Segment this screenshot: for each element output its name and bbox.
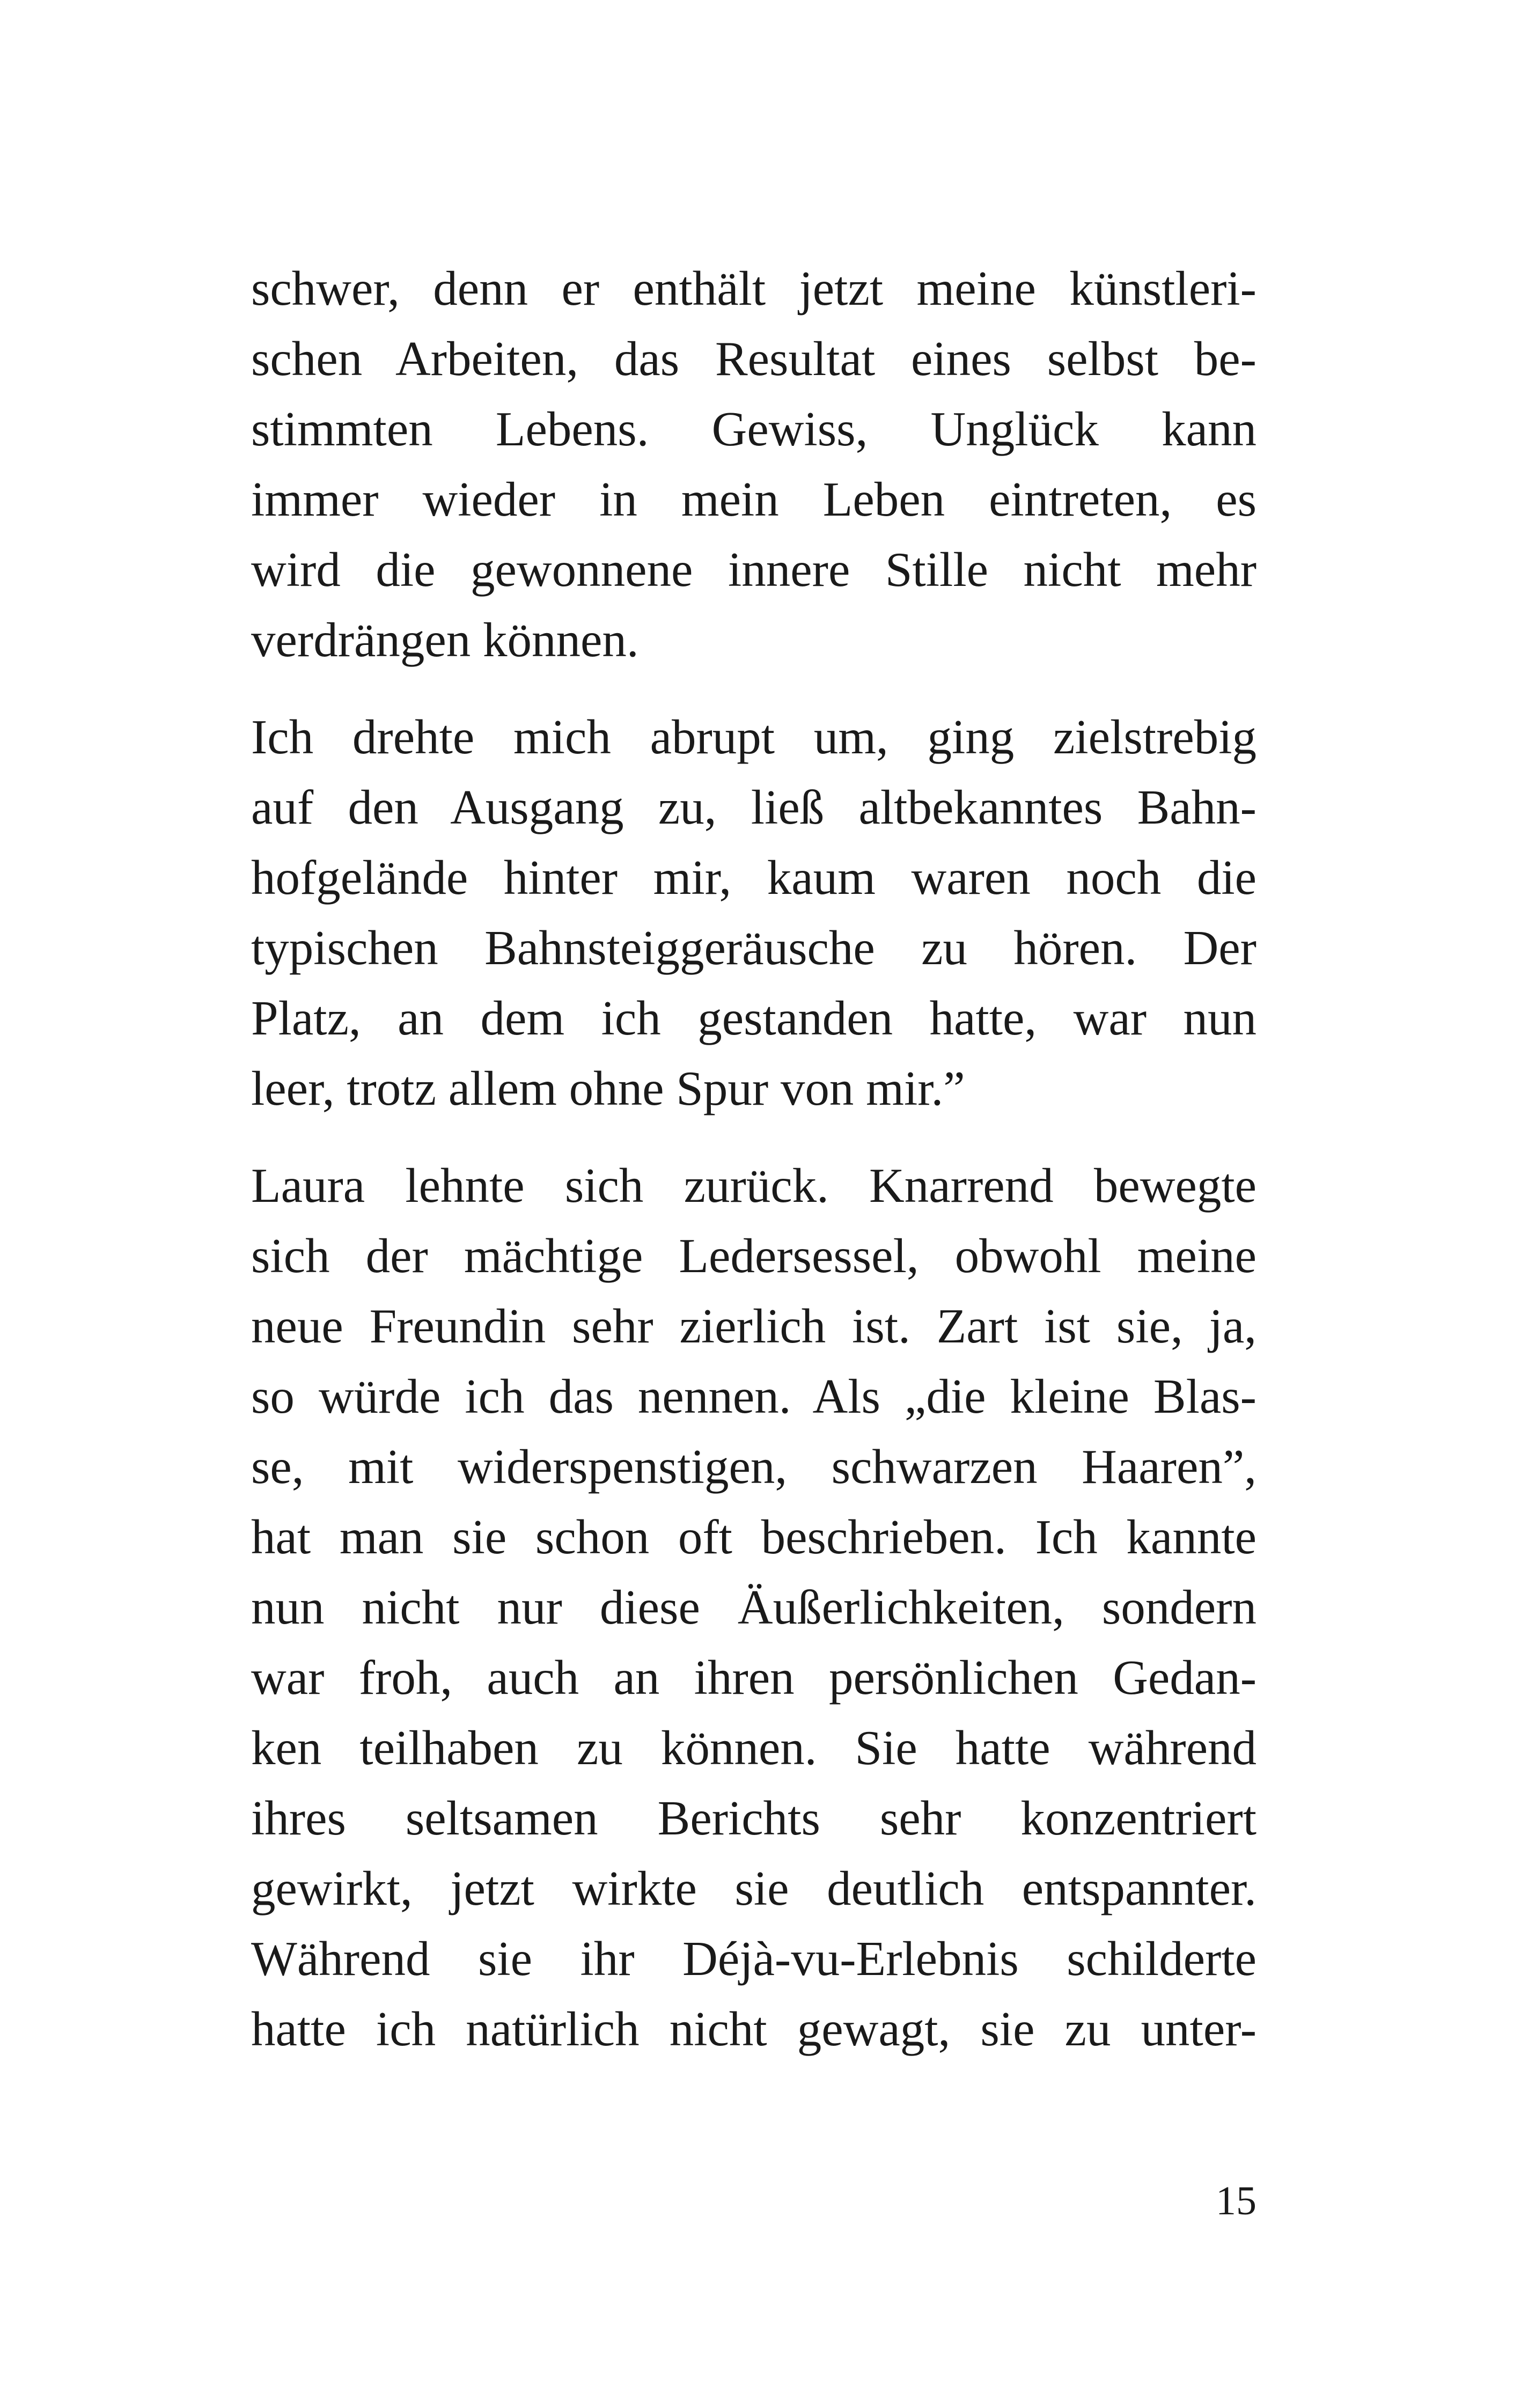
text-line: auf den Ausgang zu, ließ altbekanntes Bahn- <box>251 780 1257 834</box>
text-line: hat man sie schon oft beschrieben. Ich kannte <box>251 1510 1257 1564</box>
body-text <box>251 253 1257 2064</box>
text-line: typischen Bahnsteiggeräusche zu hören. Der <box>251 921 1257 975</box>
text-line: ken teilhaben zu können. Sie hatte während <box>251 1721 1257 1775</box>
page-number: 15 <box>1216 2178 1257 2223</box>
text-line: neue Freundin sehr zierlich ist. Zart ist sie, ja, <box>251 1299 1257 1353</box>
text-line: stimmten Lebens. Gewiss, Unglück kann <box>251 402 1257 456</box>
text-line: sich der mächtige Ledersessel, obwohl meine <box>251 1229 1257 1283</box>
text-line: wird die gewonnene innere Stille nicht mehr <box>251 542 1257 597</box>
text-line: immer wieder in mein Leben eintreten, es <box>251 472 1257 526</box>
paragraph-2 <box>251 702 1257 1124</box>
text-line: hatte ich natürlich nicht gewagt, sie zu unter- <box>251 2002 1257 2056</box>
text-line: se, mit widerspenstigen, schwarzen Haaren”, <box>251 1440 1257 1494</box>
text-line: war froh, auch an ihren persönlichen Gedan- <box>251 1650 1257 1705</box>
text-line: Laura lehnte sich zurück. Knarrend bewegte <box>251 1158 1257 1213</box>
text-line: gewirkt, jetzt wirkte sie deutlich entspannter. <box>251 1861 1257 1915</box>
text-line: Ich drehte mich abrupt um, ging zielstrebig <box>251 710 1257 764</box>
text-line: schwer, denn er enthält jetzt meine künstleri- <box>251 261 1257 315</box>
text-line: so würde ich das nennen. Als „die kleine Blas- <box>251 1369 1257 1423</box>
paragraph-1 <box>251 253 1257 675</box>
text-line: Während sie ihr Déjà-vu-Erlebnis schilderte <box>251 1932 1257 1986</box>
text-line: schen Arbeiten, das Resultat eines selbst be- <box>251 332 1257 386</box>
text-line: verdrängen können. <box>251 613 639 667</box>
paragraph-3 <box>251 1150 1257 2064</box>
text-line: nun nicht nur diese Äußerlichkeiten, sondern <box>251 1580 1257 1634</box>
text-line: hofgelände hinter mir, kaum waren noch die <box>251 850 1257 905</box>
text-line: Platz, an dem ich gestanden hatte, war nun <box>251 991 1257 1045</box>
text-line: ihres seltsamen Berichts sehr konzentriert <box>251 1791 1257 1845</box>
text-line: leer, trotz allem ohne Spur von mir.” <box>251 1061 965 1115</box>
